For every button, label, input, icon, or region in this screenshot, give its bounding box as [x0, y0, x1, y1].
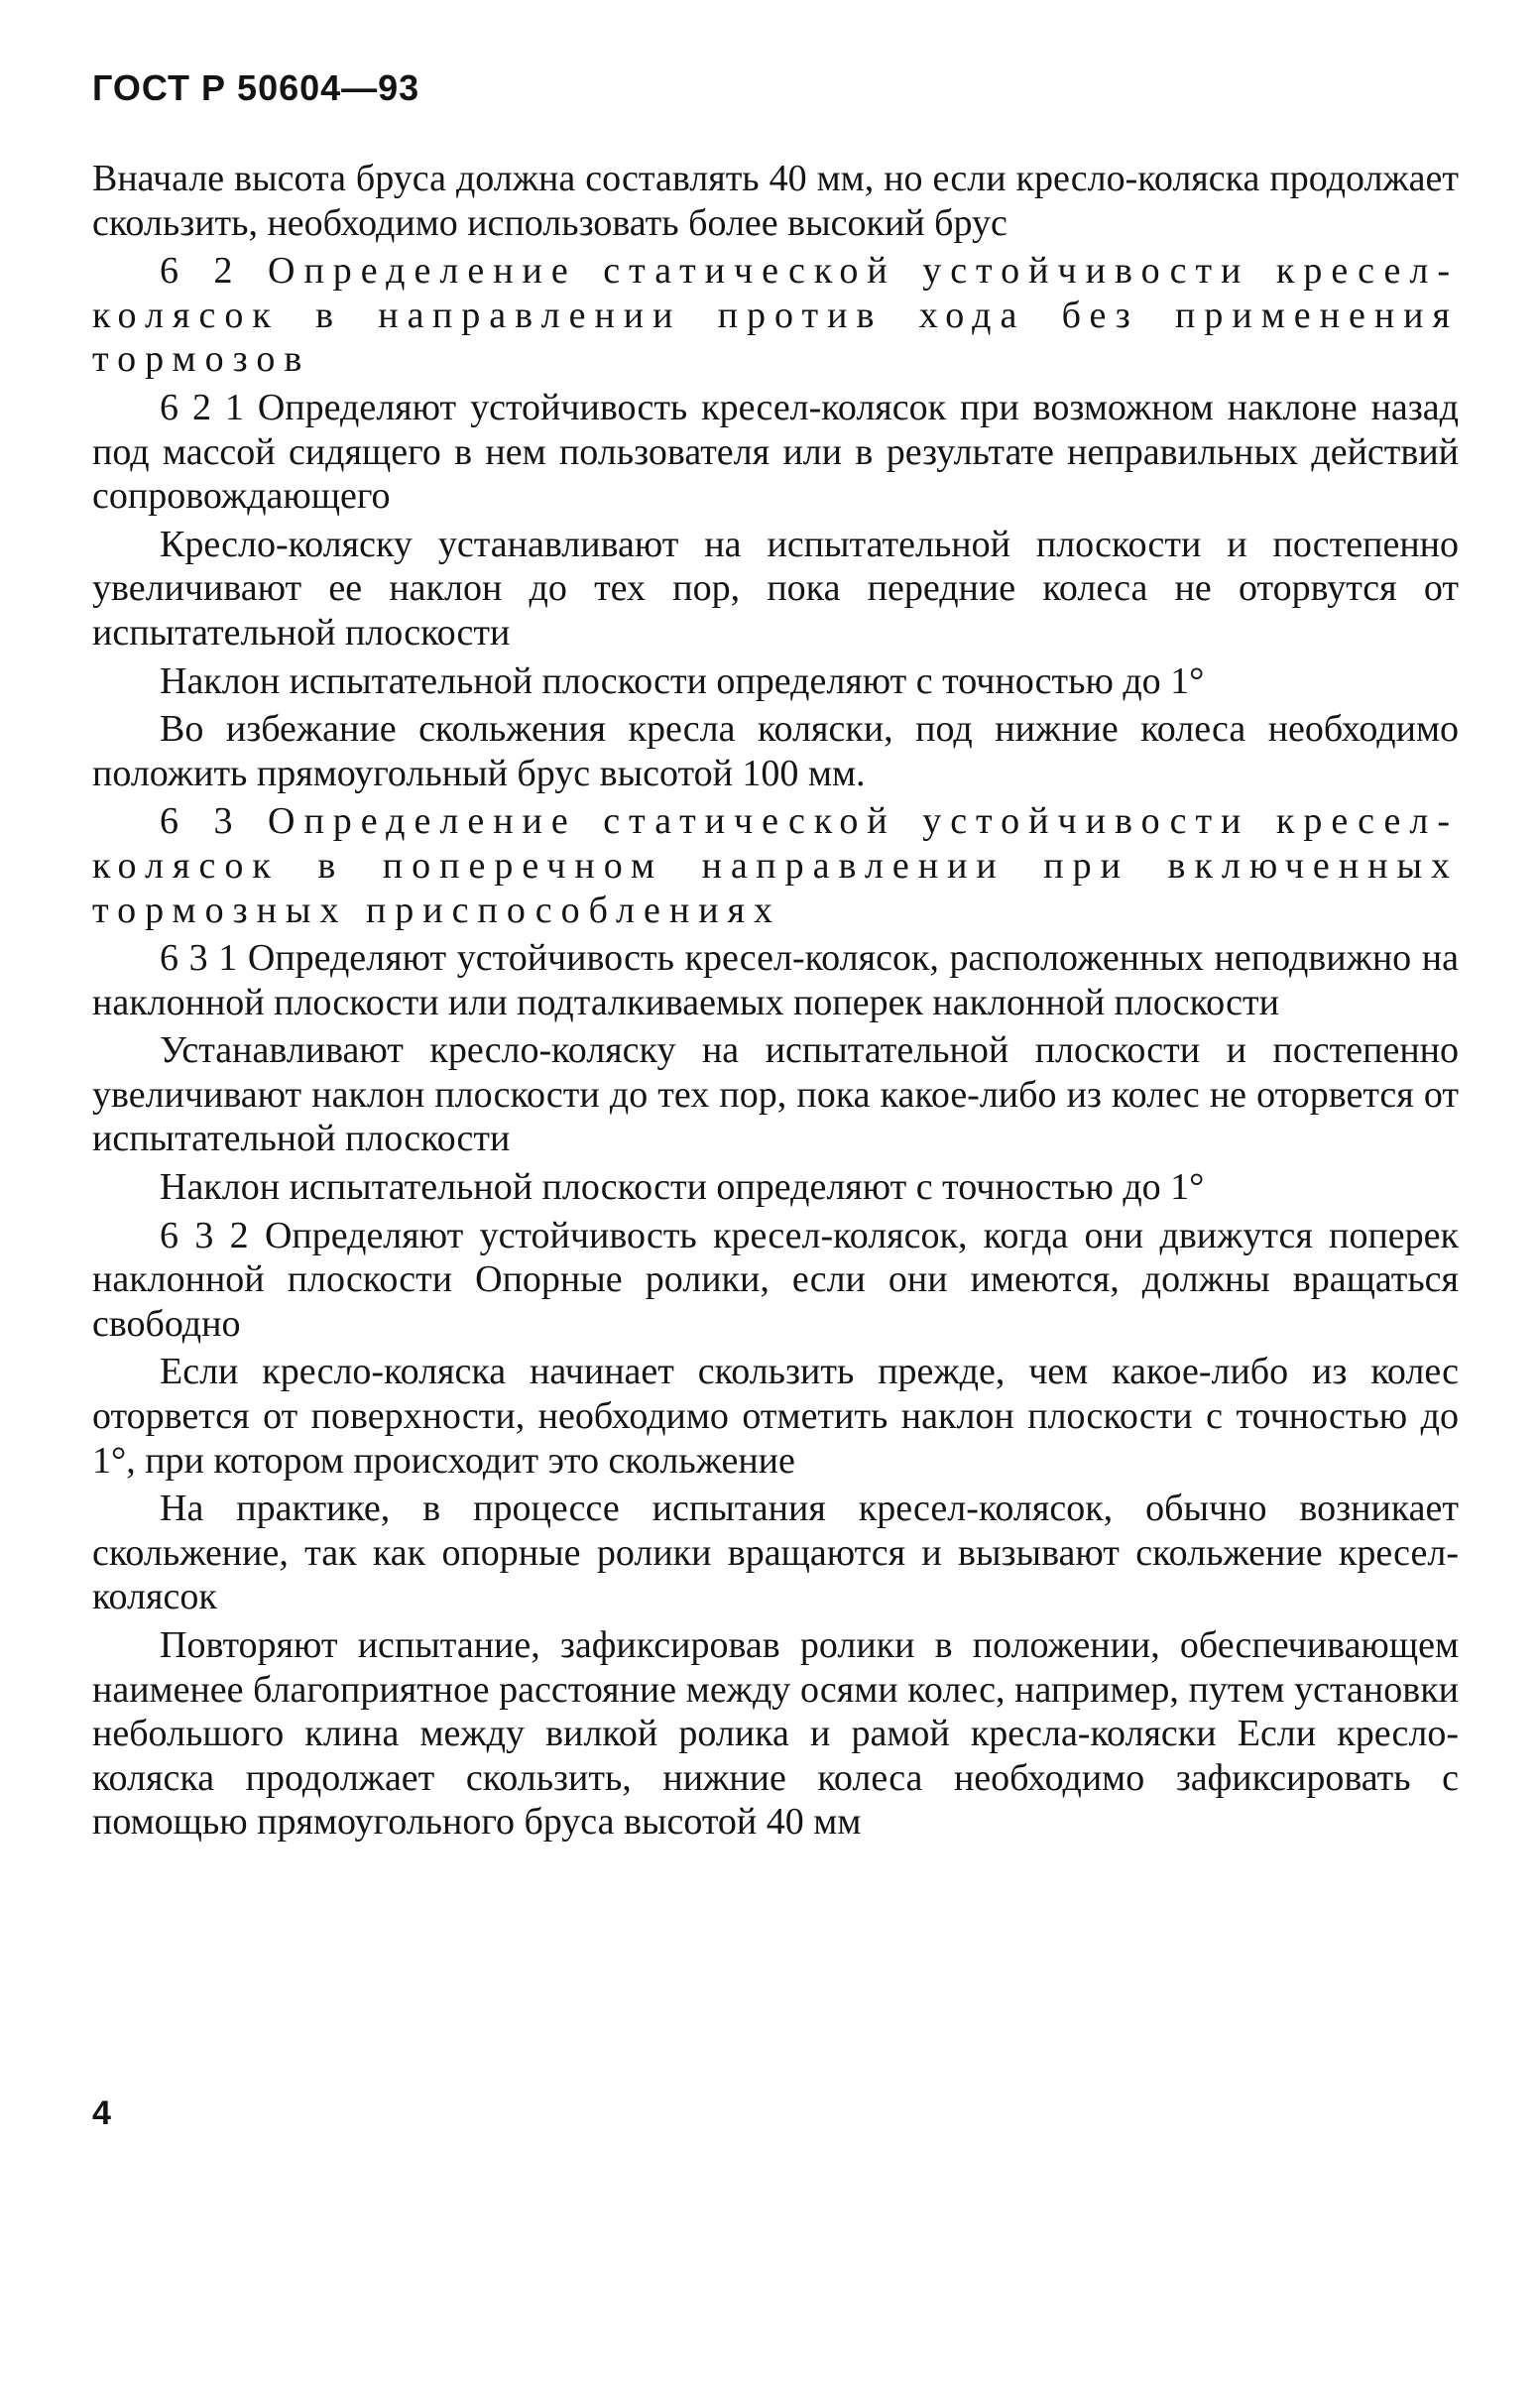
section-heading-6-3: 6 3 Определение статической устойчивости кресел-колясок в поперечном направлении при включенных тормозных приспособлениях	[92, 800, 1459, 931]
document-header: ГОСТ Р 50604—93	[92, 67, 420, 108]
paragraph-bar-height: Вначале высота бруса должна составлять 40 мм, но если кресло-коляска продолжает скользить, необходимо использовать более высокий брус	[92, 158, 1459, 244]
paragraph-6-3-1: 6 3 1 Определяют устойчивость кресел-колясок, расположенных неподвижно на наклонной плоскости или подталкиваемых поперек наклонной плоскости	[92, 937, 1459, 1023]
paragraph-tilt-until-lift: Кресло-коляску устанавливают на испытательной плоскости и постепенно увеличивают ее наклон до тех пор, пока передние колеса не оторвутся от испытательной плоскости	[92, 523, 1459, 654]
paragraph-prevent-sliding: Во избежание скольжения кресла коляски, под нижние колеса необходимо положить прямоугольный брус высотой 100 мм.	[92, 708, 1459, 794]
paragraph-tilt-accuracy: Наклон испытательной плоскости определяют с точностью до 1°	[160, 659, 1205, 702]
page-number: 4	[92, 2094, 111, 2132]
paragraph-tilt-accuracy-2: Наклон испытательной плоскости определяют с точностью до 1°	[160, 1166, 1205, 1209]
paragraph-repeat-test: Повторяют испытание, зафиксировав ролики в положении, обеспечивающем наименее благоприятное расстояние между осями колес, например, путем установки небольшого клина между вилкой ролика и рамой кресла-коляски Если кресло-коляска продолжает скользить, нижние колеса необходимо зафиксировать с помощью прямоугольного бруса высотой 40 мм	[92, 1624, 1459, 1844]
body-text	[92, 157, 1459, 1848]
paragraph-sliding-note: Если кресло-коляска начинает скользить прежде, чем какое-либо из колес оторвется от поверхности, необходимо отметить наклон плоскости с точностью до 1°, при котором происходит это скольжение	[92, 1351, 1459, 1482]
paragraph-practice-note: На практике, в процессе испытания кресел-колясок, обычно возникает скольжение, так как опорные ролики вращаются и вызывают скольжение кресел-колясок	[92, 1488, 1459, 1618]
paragraph-6-2-1: 6 2 1 Определяют устойчивость кресел-колясок при возможном наклоне назад под массой сидящего в нем пользователя или в результате неправильных действий сопровождающего	[92, 386, 1459, 518]
section-heading-6-2: 6 2 Определение статической устойчивости кресел-колясок в направлении против хода без применения тормозов	[92, 250, 1459, 381]
paragraph-install-on-plane: Устанавливают кресло-коляску на испытательной плоскости и постепенно увеличивают наклон плоскости до тех пор, пока какое-либо из колес не оторвется от испытательной плоскости	[92, 1029, 1459, 1160]
paragraph-6-3-2: 6 3 2 Определяют устойчивость кресел-колясок, когда они движутся поперек наклонной плоскости Опорные ролики, если они имеются, должны вращаться свободно	[92, 1214, 1459, 1345]
